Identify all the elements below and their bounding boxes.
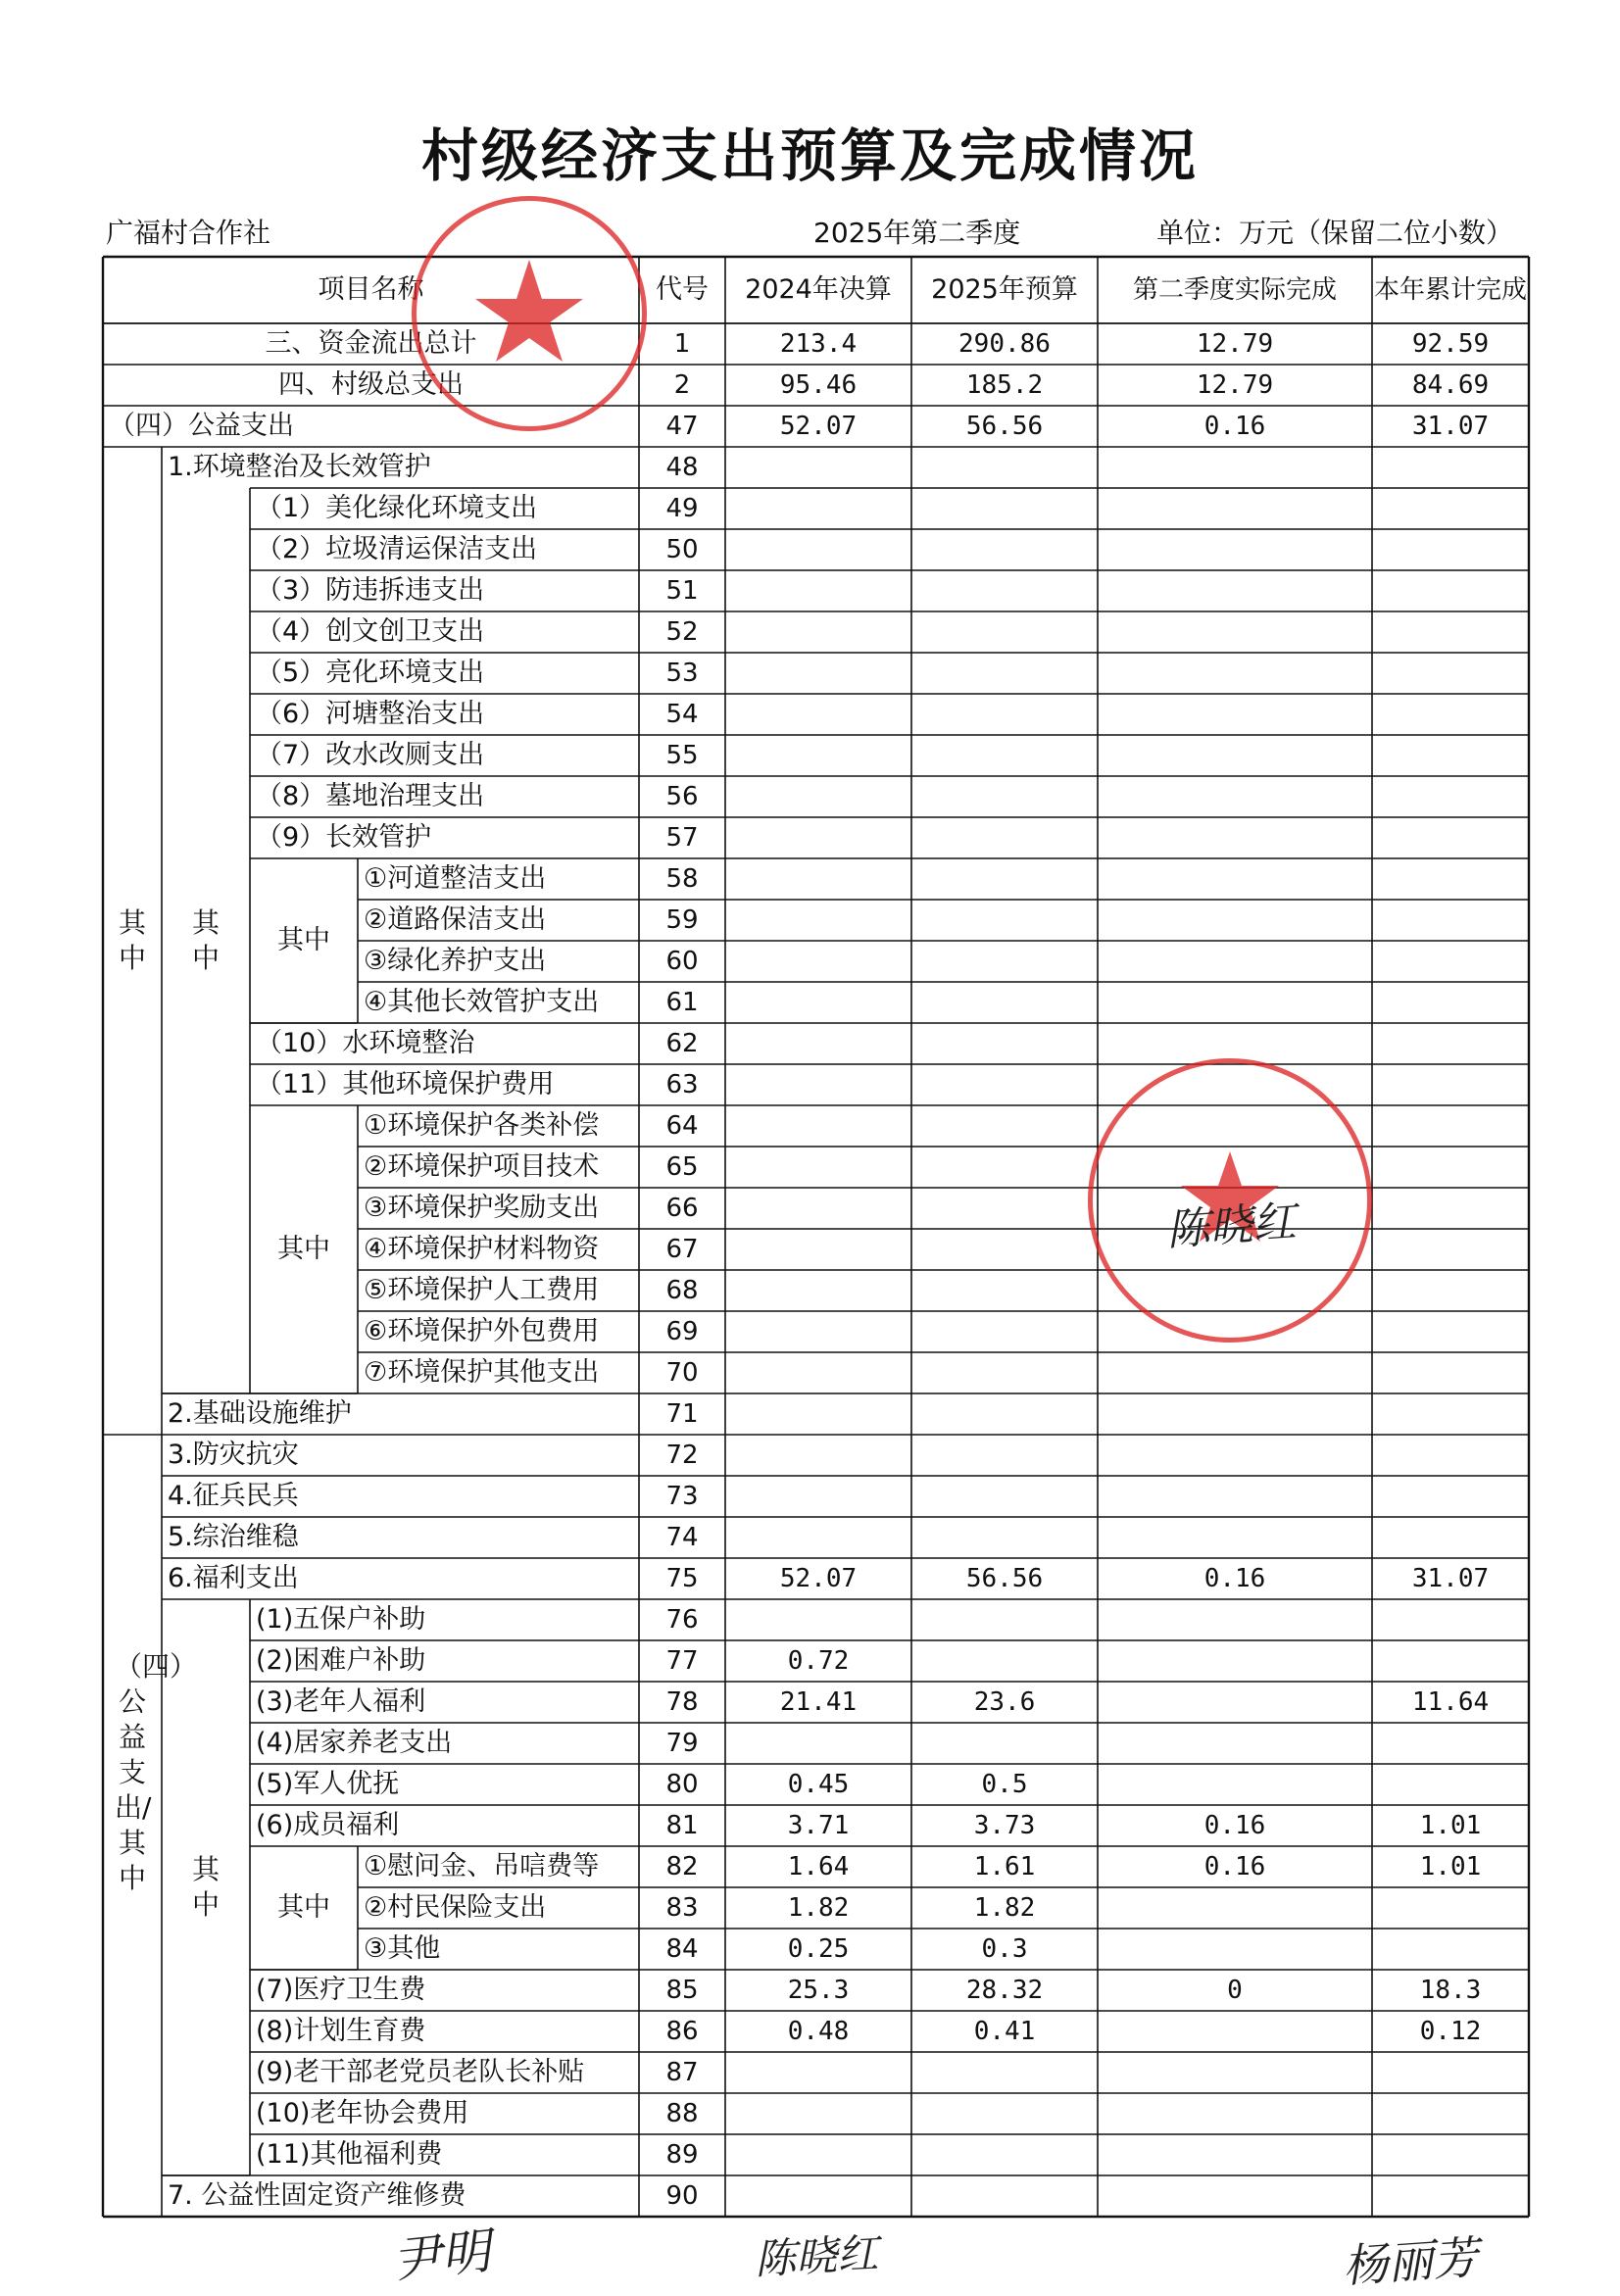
row-name: ①环境保护各类补偿 (364, 1110, 600, 1141)
row-value-y2024: 213.4 (779, 329, 858, 359)
row-value-q2: 0.16 (1203, 1564, 1266, 1593)
row-code: 56 (665, 782, 699, 811)
row-value-y2025: 185.2 (965, 370, 1044, 400)
organization-name: 广福村合作社 (106, 217, 271, 249)
row-code: 49 (665, 494, 699, 523)
row-name: （1）美化绿化环境支出 (256, 493, 538, 523)
row-code: 76 (665, 1605, 699, 1635)
row-code: 60 (665, 947, 699, 976)
row-code: 87 (665, 2058, 699, 2087)
row-code: 66 (665, 1194, 699, 1223)
row-name: ④环境保护材料物资 (364, 1234, 600, 1264)
group-label-qizhong-sub: 其中 (277, 1892, 330, 1923)
row-code: 65 (665, 1152, 699, 1182)
row-value-y2024: 3.71 (787, 1811, 850, 1840)
row-code: 47 (665, 412, 699, 441)
row-value-ytd: 0.12 (1419, 2017, 1482, 2046)
row-name: (2)困难户补助 (256, 1645, 426, 1676)
row-value-ytd: 1.01 (1419, 1852, 1482, 1881)
row-value-y2025: 56.56 (965, 1564, 1044, 1593)
row-value-y2024: 1.64 (787, 1852, 850, 1881)
row-code: 50 (665, 535, 699, 564)
row-name: 四、村级总支出 (278, 369, 464, 400)
row-code: 53 (665, 659, 699, 688)
group-label-qizhong-sub: 其中 (277, 1234, 330, 1264)
row-name: ⑥环境保护外包费用 (364, 1316, 600, 1346)
row-value-y2024: 52.07 (779, 1564, 858, 1593)
row-code: 2 (673, 370, 691, 400)
row-value-y2025: 0.5 (981, 1770, 1028, 1799)
row-code: 72 (665, 1441, 699, 1470)
column-header-q2: 第二季度实际完成 (1132, 275, 1337, 305)
unit-note: 单位：万元（保留二位小数） (1156, 217, 1514, 249)
row-code: 69 (665, 1317, 699, 1346)
group-label-qizhong-welfare: 其中 (191, 1853, 220, 1921)
group-label-qizhong-sub: 其中 (277, 925, 330, 955)
row-value-y2025: 1.61 (973, 1852, 1036, 1881)
row-name: （8）墓地治理支出 (256, 781, 485, 811)
row-name: （5）亮化环境支出 (256, 658, 485, 688)
row-value-y2024: 0.45 (787, 1770, 850, 1799)
row-name: ①慰问金、吊唁费等 (364, 1851, 600, 1881)
row-code: 74 (665, 1523, 699, 1552)
row-value-ytd: 31.07 (1411, 1564, 1490, 1593)
row-name: (3)老年人福利 (256, 1686, 426, 1717)
column-header-2024: 2024年决算 (745, 274, 892, 305)
row-name: ③环境保护奖励支出 (364, 1193, 600, 1223)
page-title: 村级经济支出预算及完成情况 (420, 122, 1199, 189)
row-value-ytd: 31.07 (1411, 412, 1490, 441)
row-code: 58 (665, 864, 699, 894)
row-name: ③其他 (364, 1933, 441, 1964)
row-code: 78 (665, 1687, 699, 1717)
row-name: （7）改水改厕支出 (256, 740, 485, 770)
row-name: ②环境保护项目技术 (364, 1151, 600, 1182)
row-value-y2024: 95.46 (779, 370, 858, 400)
row-name: (8)计划生育费 (256, 2016, 426, 2046)
row-name: (11)其他福利费 (256, 2139, 443, 2170)
signature-2: 陈晓红 (753, 2228, 880, 2284)
row-value-ytd: 92.59 (1411, 329, 1490, 359)
row-code: 77 (665, 1646, 699, 1676)
row-code: 79 (665, 1729, 699, 1758)
row-name: ②村民保险支出 (364, 1892, 547, 1923)
row-value-ytd: 84.69 (1411, 370, 1490, 400)
row-code: 61 (665, 988, 699, 1017)
row-name: ⑦环境保护其他支出 (364, 1357, 600, 1388)
group-label-gongyi: （四）公益支出/其中 (115, 1650, 198, 1894)
row-code: 88 (665, 2099, 699, 2128)
row-value-y2025: 56.56 (965, 412, 1044, 441)
official-seal-top (412, 196, 647, 431)
row-code: 62 (665, 1029, 699, 1058)
row-code: 48 (665, 453, 699, 482)
row-name: ⑤环境保护人工费用 (364, 1275, 600, 1305)
row-code: 64 (665, 1111, 699, 1141)
row-name: （11）其他环境保护费用 (256, 1069, 555, 1099)
row-code: 51 (665, 576, 699, 606)
row-value-q2: 0.16 (1203, 412, 1266, 441)
row-name: ④其他长效管护支出 (364, 987, 600, 1017)
row-code: 86 (665, 2017, 699, 2046)
row-code: 75 (665, 1564, 699, 1593)
seal-star-icon (417, 201, 642, 426)
row-name: （3）防违拆违支出 (256, 575, 485, 606)
report-period: 2025年第二季度 (813, 217, 1021, 249)
group-label-qizhong-outer: 其中 (118, 906, 146, 974)
row-value-y2025: 0.41 (973, 2017, 1036, 2046)
row-name: （4）创文创卫支出 (256, 616, 485, 647)
row-value-ytd: 11.64 (1411, 1687, 1490, 1717)
row-name: 3.防灾抗灾 (168, 1440, 299, 1470)
row-code: 73 (665, 1482, 699, 1511)
row-value-y2025: 0.3 (981, 1934, 1028, 1964)
row-code: 57 (665, 823, 699, 853)
row-value-q2: 12.79 (1196, 329, 1274, 359)
row-name: ②道路保洁支出 (364, 904, 547, 935)
row-code: 55 (665, 741, 699, 770)
row-name: 7. 公益性固定资产维修费 (168, 2180, 466, 2211)
row-code: 63 (665, 1070, 699, 1099)
row-value-y2024: 1.82 (787, 1893, 850, 1923)
column-header-ytd: 本年累计完成 (1373, 275, 1527, 305)
row-name: （9）长效管护 (256, 822, 432, 853)
row-value-ytd: 1.01 (1419, 1811, 1482, 1840)
row-name: ①河道整洁支出 (364, 863, 547, 894)
row-name: （10）水环境整治 (256, 1028, 475, 1058)
row-name: 6.福利支出 (168, 1563, 299, 1593)
row-name: 5.综治维稳 (168, 1522, 299, 1552)
signature-1: 尹明 (389, 2222, 494, 2290)
row-name: 4.征兵民兵 (168, 1481, 299, 1511)
row-name: (6)成员福利 (256, 1810, 400, 1840)
row-value-y2024: 21.41 (779, 1687, 858, 1717)
row-name: 2.基础设施维护 (168, 1398, 352, 1429)
row-name: (10)老年协会费用 (256, 2098, 469, 2128)
row-value-y2025: 290.86 (958, 329, 1051, 359)
row-value-q2: 12.79 (1196, 370, 1274, 400)
row-value-y2024: 0.72 (787, 1646, 850, 1676)
column-header-code: 代号 (656, 274, 709, 305)
row-value-y2024: 0.48 (787, 2017, 850, 2046)
row-code: 67 (665, 1235, 699, 1264)
row-value-q2: 0 (1227, 1976, 1243, 2005)
row-code: 84 (665, 1934, 699, 1964)
row-name: (1)五保户补助 (256, 1604, 426, 1635)
row-code: 83 (665, 1893, 699, 1923)
row-code: 59 (665, 905, 699, 935)
row-value-y2025: 1.82 (973, 1893, 1036, 1923)
row-code: 89 (665, 2140, 699, 2170)
row-value-y2025: 23.6 (973, 1687, 1036, 1717)
column-header-name: 项目名称 (318, 274, 424, 305)
row-name: 1.环境整治及长效管护 (168, 452, 431, 482)
row-code: 82 (665, 1852, 699, 1881)
row-code: 70 (665, 1358, 699, 1388)
row-name: （6）河塘整治支出 (256, 699, 485, 729)
row-value-q2: 0.16 (1203, 1811, 1266, 1840)
row-name: (5)军人优抚 (256, 1769, 400, 1799)
signature-3: 杨丽芳 (1341, 2230, 1480, 2293)
row-name: ③绿化养护支出 (364, 946, 547, 976)
row-value-y2025: 28.32 (965, 1976, 1044, 2005)
row-value-y2025: 3.73 (973, 1811, 1036, 1840)
row-code: 68 (665, 1276, 699, 1305)
row-name: (4)居家养老支出 (256, 1728, 453, 1758)
row-code: 85 (665, 1976, 699, 2005)
row-value-ytd: 18.3 (1419, 1976, 1482, 2005)
row-code: 80 (665, 1770, 699, 1799)
row-code: 1 (673, 329, 691, 359)
row-value-q2: 0.16 (1203, 1852, 1266, 1881)
row-value-y2024: 52.07 (779, 412, 858, 441)
stamp-signature: 陈晓红 (1164, 1197, 1298, 1256)
row-code: 90 (665, 2181, 699, 2211)
row-value-y2024: 0.25 (787, 1934, 850, 1964)
group-label-qizhong-env: 其中 (191, 906, 220, 974)
row-name: (7)医疗卫生费 (256, 1975, 426, 2005)
row-code: 54 (665, 700, 699, 729)
row-code: 81 (665, 1811, 699, 1840)
row-value-y2024: 25.3 (787, 1976, 850, 2005)
row-name: 三、资金流出总计 (265, 328, 477, 359)
row-name: (9)老干部老党员老队长补贴 (256, 2057, 585, 2087)
row-name: （四）公益支出 (109, 411, 294, 441)
row-code: 71 (665, 1399, 699, 1429)
column-header-2025: 2025年预算 (931, 274, 1078, 305)
row-code: 52 (665, 617, 699, 647)
row-name: （2）垃圾清运保洁支出 (256, 534, 538, 564)
